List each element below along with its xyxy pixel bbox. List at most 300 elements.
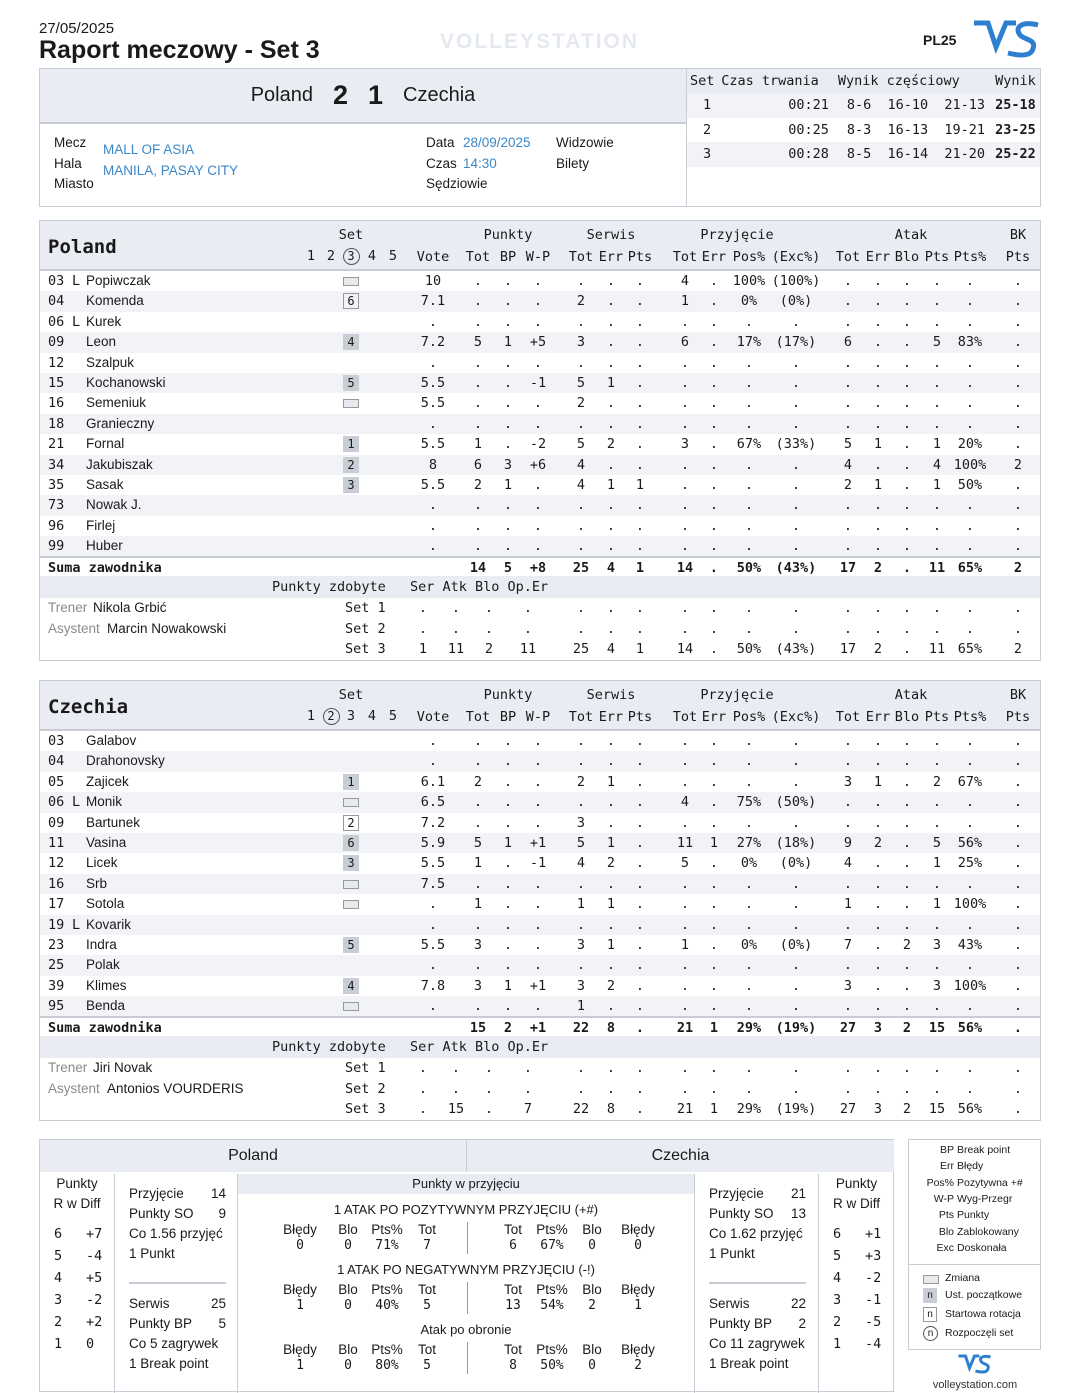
stat-cell: . [932, 957, 942, 974]
stat-cell: 1 [503, 977, 513, 994]
stat-cell: 1 [606, 896, 616, 913]
stat-cell: . [932, 293, 942, 310]
stat-cell: . [533, 476, 543, 493]
stat-cell: . [902, 896, 912, 913]
position-marker [341, 937, 361, 953]
stat-cell: . [873, 456, 883, 473]
position-marker [341, 794, 361, 811]
stat-cell: 1 [873, 436, 883, 453]
value-czas: 14:30 [463, 155, 497, 171]
left-head: Pts% [371, 1222, 403, 1237]
stat-cell: . [744, 476, 754, 493]
set-stat-cell: . [680, 620, 690, 637]
stat-cell: 1 [503, 334, 513, 351]
stat-cell: . [428, 916, 438, 933]
coach-label: Trener [48, 1060, 88, 1076]
set-stat-cell: 8 [606, 1101, 616, 1118]
stat-cell: 5 [473, 334, 483, 351]
stat-cell: . [709, 273, 719, 289]
stat-cell: . [709, 998, 719, 1015]
set-indicator [321, 248, 341, 264]
stat-cell: . [533, 395, 543, 412]
sum-cell: 17 [839, 560, 857, 577]
right-val: 6 [509, 1238, 517, 1253]
stats-divider [709, 1282, 806, 1284]
stat-cell: . [709, 733, 719, 749]
competition-code: PL25 [923, 32, 957, 48]
stat-cell: 100% [732, 273, 766, 289]
stat-cell: . [1013, 936, 1023, 953]
sum-cell: 65% [957, 560, 983, 577]
set-stat-cell: . [902, 1080, 912, 1097]
stat-cell: 6.1 [420, 773, 446, 790]
set-stat-cell: . [902, 641, 912, 658]
set-indicator [341, 708, 361, 724]
set-number: 1 [306, 708, 316, 724]
stat-cell: . [503, 875, 513, 892]
stat-cell: . [428, 538, 438, 555]
stat-cell: . [428, 753, 438, 770]
stat-cell: . [709, 855, 719, 872]
stats-value: 21 [790, 1186, 806, 1201]
stat-cell: . [635, 733, 645, 749]
set-stat-cell: . [635, 600, 645, 617]
stats-label: 1 Break point [709, 1356, 789, 1371]
stat-cell: . [744, 497, 754, 514]
summary-home-team: Poland [40, 1140, 467, 1172]
stat-cell: 2 [932, 773, 942, 790]
stat-cell: . [576, 957, 586, 974]
stat-cell: . [635, 753, 645, 770]
set-stat-cell: . [843, 620, 853, 637]
set-stat-cell: . [873, 620, 883, 637]
stat-cell: . [503, 998, 513, 1015]
substitution-icon [343, 277, 359, 286]
stat-cell: 75% [736, 794, 762, 811]
stat-cell: . [709, 497, 719, 514]
stat-cell: +5 [529, 334, 547, 351]
stat-cell: . [576, 517, 586, 534]
set-stat-cell: . [606, 620, 616, 637]
set-stat-cell: 2 [1013, 641, 1023, 658]
left-val: 80% [375, 1358, 399, 1373]
stat-cell: . [902, 436, 912, 453]
stat-cell: . [744, 374, 754, 391]
set-stat-cell: . [843, 600, 853, 617]
player-name: Jakubiszak [86, 456, 153, 472]
stat-cell: . [709, 875, 719, 892]
stat-cell: . [635, 896, 645, 913]
left-val: 5 [423, 1358, 431, 1373]
header-blo: Blo [894, 249, 920, 265]
player-name: Granieczny [86, 415, 155, 431]
stat-cell: . [932, 395, 942, 412]
stat-cell: 10 [424, 273, 442, 289]
stat-cell: . [873, 998, 883, 1015]
left-val: 1 [296, 1298, 304, 1313]
stat-cell: . [709, 436, 719, 453]
header-tot: Tot [672, 709, 698, 725]
stat-cell: . [843, 415, 853, 432]
stat-cell: . [428, 313, 438, 330]
stat-cell: . [873, 497, 883, 514]
stats-away [696, 1174, 816, 1393]
stat-cell: 50% [957, 476, 983, 493]
points-in-reception [237, 1174, 695, 1393]
set-result: 25-22 [992, 142, 1040, 167]
position-marker [341, 457, 361, 473]
set-row [687, 142, 1040, 167]
header-pts: Pts [627, 709, 653, 725]
coach-name: Nikola Grbić [93, 600, 167, 616]
stat-cell: . [576, 538, 586, 555]
stat-cell: . [965, 814, 975, 831]
stat-cell: 4 [680, 794, 690, 811]
stat-cell: . [902, 476, 912, 493]
stat-cell: . [533, 998, 543, 1015]
set-indicator [383, 708, 403, 724]
stat-cell: . [791, 476, 801, 493]
points-scored-label: Punkty zdobyte [272, 579, 386, 596]
stat-cell: . [744, 957, 754, 974]
player-name: Licek [86, 855, 118, 871]
stat-cell: . [873, 957, 883, 974]
stat-cell: . [635, 497, 645, 514]
score-box [39, 68, 687, 207]
stat-cell: . [709, 957, 719, 974]
set-points-cell: . [418, 600, 428, 617]
stats-label: Punkty BP [129, 1316, 193, 1331]
set-number: 4 [367, 708, 377, 724]
stat-cell: . [932, 814, 942, 831]
set-number: 5 [388, 248, 398, 264]
label-hala: Hala [54, 155, 82, 171]
stat-cell: . [873, 395, 883, 412]
stat-cell: . [533, 313, 543, 330]
player-row [40, 853, 1040, 873]
stat-cell: 6 [843, 334, 853, 351]
legend-divider [909, 1264, 1040, 1265]
stat-cell: . [503, 538, 513, 555]
report-date: 27/05/2025 [39, 20, 115, 37]
stat-cell: 3 [843, 977, 853, 994]
set-stat-cell: . [1013, 600, 1023, 617]
stat-cell: . [503, 497, 513, 514]
player-name: Bartunek [86, 814, 141, 830]
stat-cell: . [1013, 855, 1023, 872]
sum-cell: 14 [469, 560, 487, 577]
player-row [40, 312, 1040, 332]
stat-cell: . [843, 794, 853, 811]
set-stat-cell: 15 [928, 1101, 946, 1118]
score-header [40, 69, 686, 124]
rotation-title: Punkty [56, 1176, 98, 1191]
sum-label: Suma zawodnika [48, 1020, 162, 1037]
stat-cell: . [873, 733, 883, 749]
player-row [40, 393, 1040, 413]
sum-cell: 8 [606, 1020, 616, 1037]
rotation-diff: -1 [865, 1292, 882, 1308]
set-points-cell: . [523, 1060, 533, 1077]
right-val: 13 [505, 1298, 521, 1313]
stat-cell: 1 [606, 936, 616, 953]
stat-cell: . [635, 936, 645, 953]
stat-cell: . [843, 538, 853, 555]
stat-cell: . [1013, 957, 1023, 974]
stat-cell: 2 [873, 834, 883, 851]
stat-cell: . [533, 957, 543, 974]
stat-cell: 1 [503, 476, 513, 493]
stat-cell: . [428, 998, 438, 1015]
stat-cell: . [932, 374, 942, 391]
stat-cell: 5 [576, 374, 586, 391]
sum-cell: 27 [839, 1020, 857, 1037]
stat-cell: . [680, 456, 690, 473]
stat-cell: . [635, 395, 645, 412]
stat-cell: . [843, 273, 853, 289]
stat-cell: 1 [932, 476, 942, 493]
sum-row [40, 1016, 1040, 1036]
legend-value: Błędy [957, 1160, 984, 1173]
header-err: Err [865, 249, 891, 265]
stat-cell: . [744, 998, 754, 1015]
start-position-icon: n [923, 1288, 937, 1303]
stat-cell: (50%) [775, 794, 817, 811]
stat-cell: 1 [873, 773, 883, 790]
position-marker [341, 436, 361, 452]
stats-label: 1 Punkt [129, 1246, 175, 1261]
stat-cell: (0%) [779, 936, 813, 953]
stat-cell: . [635, 977, 645, 994]
player-name: Srb [86, 875, 108, 891]
legend-key: BP [939, 1144, 954, 1156]
sum-cell: 15 [469, 1020, 487, 1037]
stat-cell: . [473, 293, 483, 310]
stat-cell: . [873, 273, 883, 289]
position-marker [341, 835, 361, 851]
set-stat-cell: (43%) [775, 641, 817, 658]
set-row [40, 1058, 1040, 1078]
stat-cell: . [576, 875, 586, 892]
stat-cell: . [1013, 273, 1023, 289]
stat-cell: . [635, 916, 645, 933]
left-val: 40% [375, 1298, 399, 1313]
stats-label: 1 Punkt [709, 1246, 755, 1261]
stat-cell: . [576, 273, 586, 289]
stat-cell: 6 [473, 456, 483, 473]
set-label: Set 1 [345, 1060, 386, 1077]
set-points-cell: . [418, 620, 428, 637]
stat-cell: . [606, 273, 616, 289]
stat-cell: . [902, 855, 912, 872]
set-row [40, 1099, 1040, 1119]
legend-value: Wyg-Przegr [957, 1192, 1013, 1205]
stat-cell: . [503, 436, 513, 453]
stat-cell: . [680, 977, 690, 994]
sets-table [686, 68, 1041, 207]
stats-label: Punkty BP [709, 1316, 773, 1331]
stat-cell: 1 [473, 436, 483, 453]
stat-cell: . [680, 538, 690, 555]
assistant-label: Asystent [48, 620, 100, 636]
start-position: 5 [343, 375, 359, 391]
stat-cell: . [791, 998, 801, 1015]
header-tot: Tot [835, 709, 861, 725]
stat-cell: 1 [503, 834, 513, 851]
stat-cell: . [1013, 998, 1023, 1015]
stat-cell: . [932, 538, 942, 555]
sum-cell: (43%) [775, 560, 817, 577]
stat-cell: . [709, 415, 719, 432]
player-row [40, 271, 1040, 291]
set-points-cell: . [451, 620, 461, 637]
stat-cell: . [965, 374, 975, 391]
stat-cell: 4 [576, 476, 586, 493]
stat-cell: . [873, 936, 883, 953]
set-stat-cell: . [873, 600, 883, 617]
stat-cell: . [473, 354, 483, 371]
set-stat-cell: . [932, 1080, 942, 1097]
rotation-diff: -2 [865, 1270, 882, 1286]
legend-value: Punkty [957, 1209, 990, 1222]
stat-cell: . [1013, 313, 1023, 330]
position-marker [341, 978, 361, 994]
player-name: Sasak [86, 476, 124, 492]
stat-cell: . [1013, 334, 1023, 351]
set-duration: 00:28 [718, 142, 835, 167]
set-stat-cell: . [744, 1080, 754, 1097]
header-exc: (Exc%) [771, 249, 821, 265]
stat-cell: . [635, 374, 645, 391]
points-scored-cols: Ser Atk Blo Op.Er [410, 579, 549, 596]
stat-cell: +1 [529, 834, 547, 851]
stat-cell: -1 [529, 855, 547, 872]
value-hala: MANILA, PASAY CITY [103, 162, 239, 178]
set-stat-cell: . [1013, 1101, 1023, 1118]
stat-cell: . [965, 957, 975, 974]
stat-cell: 5 [473, 834, 483, 851]
stat-cell: . [902, 395, 912, 412]
stat-cell: 3 [473, 936, 483, 953]
section-title: 1 ATAK PO POZYTYWNYM PRZYJĘCIU (+#) [333, 1202, 599, 1217]
stat-cell: . [606, 334, 616, 351]
info-labels-left [54, 133, 94, 195]
stat-cell: . [873, 334, 883, 351]
rotation-number: 4 [833, 1270, 842, 1286]
stat-cell: . [744, 313, 754, 330]
sum-cell: 21 [676, 1020, 694, 1037]
legend [908, 1139, 1041, 1350]
set-stat-cell: . [1013, 620, 1023, 637]
stat-cell: . [635, 998, 645, 1015]
player-number: 39 [48, 977, 65, 994]
stat-cell: 3 [680, 436, 690, 453]
left-head: Tot [417, 1282, 436, 1297]
start-position: 4 [343, 334, 359, 350]
stat-cell: . [473, 313, 483, 330]
stat-cell: . [843, 497, 853, 514]
legend-symbol-row [923, 1288, 1041, 1305]
stat-cell: . [709, 334, 719, 351]
set-number: 1 [306, 248, 316, 264]
stat-cell: . [473, 273, 483, 289]
stat-cell: . [932, 415, 942, 432]
stat-cell: . [428, 957, 438, 974]
stat-cell: 1 [635, 476, 645, 493]
stat-cell: . [902, 415, 912, 432]
set-row [40, 639, 1040, 659]
stat-cell: 7.2 [420, 814, 446, 831]
stat-cell: . [791, 538, 801, 555]
stat-cell: 2 [576, 395, 586, 412]
stat-cell: . [503, 855, 513, 872]
stat-cell: . [533, 814, 543, 831]
stat-cell: 3 [576, 814, 586, 831]
stats-value: 25 [210, 1296, 226, 1311]
set-stat-cell: . [635, 1060, 645, 1077]
stat-cell: . [873, 354, 883, 371]
sum-cell: 5 [503, 560, 513, 577]
stat-cell: 100% [953, 456, 987, 473]
sum-cell: (19%) [775, 1020, 817, 1037]
set-stat-cell: . [965, 600, 975, 617]
player-number: 99 [48, 538, 65, 555]
stat-cell: . [902, 497, 912, 514]
stat-cell: . [709, 936, 719, 953]
start-position: 1 [343, 436, 359, 452]
stat-cell: . [744, 814, 754, 831]
stat-cell: . [1013, 733, 1023, 749]
stats-value: 13 [790, 1206, 806, 1221]
stat-cell: 2 [576, 773, 586, 790]
stat-cell: 2 [473, 476, 483, 493]
stat-cell: . [503, 395, 513, 412]
set-stat-cell: . [843, 1080, 853, 1097]
stats-value: 22 [790, 1296, 806, 1311]
stats-value: 14 [210, 1186, 226, 1201]
stat-cell: . [635, 794, 645, 811]
set-stat-cell: 25 [572, 641, 590, 658]
stat-cell: . [635, 436, 645, 453]
stat-cell: . [843, 916, 853, 933]
rotation-subtitle: R w Diff [832, 1196, 880, 1211]
stat-cell: . [533, 773, 543, 790]
start-position: 5 [343, 937, 359, 953]
header-pts: Pts [924, 709, 950, 725]
start-position: 6 [343, 835, 359, 851]
set-points-cell: . [451, 600, 461, 617]
set-stat-cell: . [965, 1080, 975, 1097]
header-pts: Pts [924, 249, 950, 265]
set-points-cell: 11 [519, 641, 537, 658]
set-number: 4 [367, 248, 377, 264]
right-val: 67% [540, 1238, 564, 1253]
stat-cell: . [902, 957, 912, 974]
set-stat-cell: 17 [839, 641, 857, 658]
stat-cell: . [473, 753, 483, 770]
stat-cell: . [503, 293, 513, 310]
legend-value: Break point [957, 1144, 1011, 1156]
player-number: 06 [48, 794, 65, 811]
player-number: 21 [48, 436, 65, 453]
stat-cell: 56% [957, 834, 983, 851]
player-row [40, 772, 1040, 792]
player-number: 03 [48, 273, 65, 289]
sum-cell: 22 [572, 1020, 590, 1037]
set-label: Set 3 [345, 1101, 386, 1118]
set-stat-cell: . [902, 600, 912, 617]
stat-cell: . [709, 538, 719, 555]
